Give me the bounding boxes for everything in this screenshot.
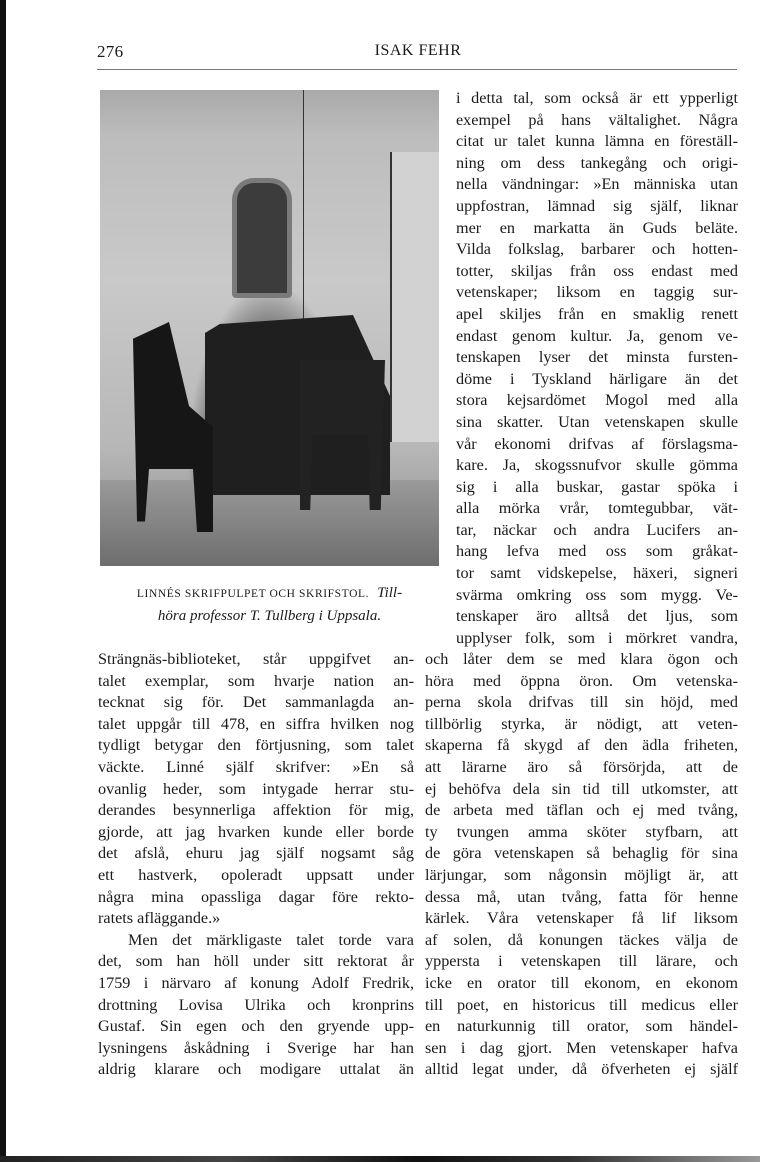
text-line: ty tvungen amma sköter styfbarn, att [425, 822, 738, 841]
text-line: aldrig klarare och modigare uttalat än [98, 1060, 414, 1079]
text-line: att lärarne äro så försörjda, att de [425, 757, 738, 776]
text-line: alltid legat under, då öfverheten ej själf [425, 1060, 738, 1079]
text-line: de arbeta med täflan och ej med tvång, [425, 801, 738, 820]
text-line: tar, näckar och andra Lucifers an- [456, 520, 738, 539]
text-line: ratets afläggande.» [98, 909, 221, 928]
scan-bottom-edge [0, 1156, 760, 1162]
caption-credit-1: Till- [377, 585, 403, 601]
text-line: höra med öppna öron. Om vetenska- [425, 671, 738, 690]
text-line: sen i dag gjort. Men vetenskaper hafva [425, 1038, 738, 1057]
text-line: gjorde, att jag hvarken kunde eller borde [98, 822, 414, 841]
text-line: det, som han höll under sitt rektorat år [98, 952, 414, 971]
text-line: lysningens åskådning i Sverige har han [98, 1038, 414, 1057]
text-line: i detta tal, som också är ett ypperligt [456, 89, 738, 107]
text-line: Gustaf. Sin egen och den gryende upp- [98, 1017, 414, 1036]
door [390, 152, 439, 442]
text-line: några mina opassliga dagar före rekto- [98, 887, 414, 906]
text-line: ett hastverk, opoleradt uppsatt under [98, 865, 414, 884]
figure-photograph [100, 90, 439, 566]
left-column-bottom [98, 649, 414, 1081]
running-head [97, 42, 739, 66]
text-line: tillbörlig styrka, är nödigt, att veten- [425, 714, 738, 733]
text-line: drottning Lovisa Ulrika och kronprins [98, 995, 414, 1014]
header-rule [97, 69, 737, 70]
text-line: tydligt betygar den förtjusning, som talet [98, 736, 414, 755]
text-line: vetenskaper; liksom en taggig sur- [456, 283, 738, 302]
caption-credit-2: höra professor T. Tullberg i Uppsala. [157, 608, 382, 624]
text-line: tenskapen lyser det minsta fursten- [456, 348, 738, 367]
text-line: tor samt vidskepelse, häxeri, signeri [456, 564, 738, 583]
text-line: endast genom kultur. Ja, genom ve- [456, 326, 738, 345]
text-line: Vilda folkslag, barbarer och hotten- [456, 240, 738, 259]
text-line: kärlek. Våra vetenskaper få lif liksom [425, 909, 738, 928]
text-line: Strängnäs-biblioteket, står uppgifvet an- [98, 650, 414, 668]
right-column-top [456, 88, 738, 649]
right-column-bottom [425, 649, 738, 1081]
text-line: skaperna få skygd af den ädla friheten, [425, 736, 738, 755]
text-line: ej behöfva dela sin tid till utkomster, att [425, 779, 738, 798]
text-line: väckte. Linné själf skrifver: »En så [98, 757, 414, 776]
text-line: sina skatter. Utan vetenskapen skulle [456, 412, 738, 431]
figure-caption [97, 582, 442, 627]
text-line: uppfostran, lämnad sig själf, liknar [456, 196, 738, 215]
text-line: derandes besynnerliga affektion för mig, [98, 801, 414, 820]
text-line: döme i Tyskland härligare än det [456, 369, 738, 388]
text-line: tenskaper äro alltså det ljus, som [456, 607, 738, 626]
text-line: Men det märkligaste talet torde vara [128, 930, 414, 949]
caption-title: LINNÉS SKRIFPULPET OCH SKRIFSTOL. [136, 588, 370, 600]
text-line: perna skola drifvas till sin höjd, med [425, 693, 738, 712]
text-line: svärma omkring oss som mygg. Ve- [456, 585, 738, 604]
text-line: det afslå, ehuru jag själf nogsamt såg [98, 844, 414, 863]
text-line: och låter dem se med klara ögon och [425, 650, 738, 668]
page-number: 276 [97, 42, 124, 61]
text-line: lärjungar, som någonsin möjligt är, att [425, 865, 738, 884]
text-line: talet exemplar, som hvarje nation an- [98, 671, 414, 690]
text-line: 1759 i närvaro af konung Adolf Fredrik, [98, 973, 414, 992]
text-line: nella vändningar: »En människa utan [456, 175, 738, 194]
text-line: tecknat sig för. Det sammanlagda an- [98, 693, 414, 712]
text-line: till poet, en historicus till medicus eller [425, 995, 738, 1014]
text-line: hang lefva med oss som gråkat- [456, 542, 738, 561]
text-line: exempel på hans vältalighet. Några [456, 110, 738, 129]
text-line: upplyser folk, som i mörkret vandra, [456, 628, 738, 647]
text-line: totter, skiljas från oss endast med [456, 261, 738, 280]
text-line: yppersta i vetenskapen till lärare, och [425, 952, 738, 971]
text-line: stora kejsardömet Mogol med alla [456, 391, 738, 410]
running-title: ISAK FEHR [374, 42, 462, 59]
scan-left-edge [0, 0, 6, 1162]
text-line: citat ur talet kunna lämna en föreställ- [456, 132, 738, 151]
text-line: icke en orator till ekonom, en ekonom [425, 973, 738, 992]
text-line: kare. Ja, skogssnufvor skulle gömma [456, 456, 738, 475]
text-line: en naturkunnig till orator, som händel- [425, 1017, 738, 1036]
text-line: dessa må, utan tvång, fatta för henne [425, 887, 738, 906]
text-line: sig i alla buskar, gastar spöka i [456, 477, 738, 496]
text-line: talet uppgår till 478, en siffra hvilken nog [98, 714, 414, 733]
text-line: apel skiljes från en smaklig renett [456, 304, 738, 323]
text-line: mer en markatta än Guds beläte. [456, 218, 738, 237]
text-line: af solen, då konungen täckes välja de [425, 930, 738, 949]
wall-mirror [232, 178, 292, 298]
text-line: de göra vetenskapen så behaglig för sina [425, 844, 738, 863]
text-line: ovanlig heder, som intygade herrar stu- [98, 779, 414, 798]
text-line: ning om dess tankegång och origi- [456, 153, 738, 172]
text-line: vår ekonomi drifvas af förslagsma- [456, 434, 738, 453]
text-line: alla mörka vrår, tomtegubbar, vät- [456, 499, 738, 518]
